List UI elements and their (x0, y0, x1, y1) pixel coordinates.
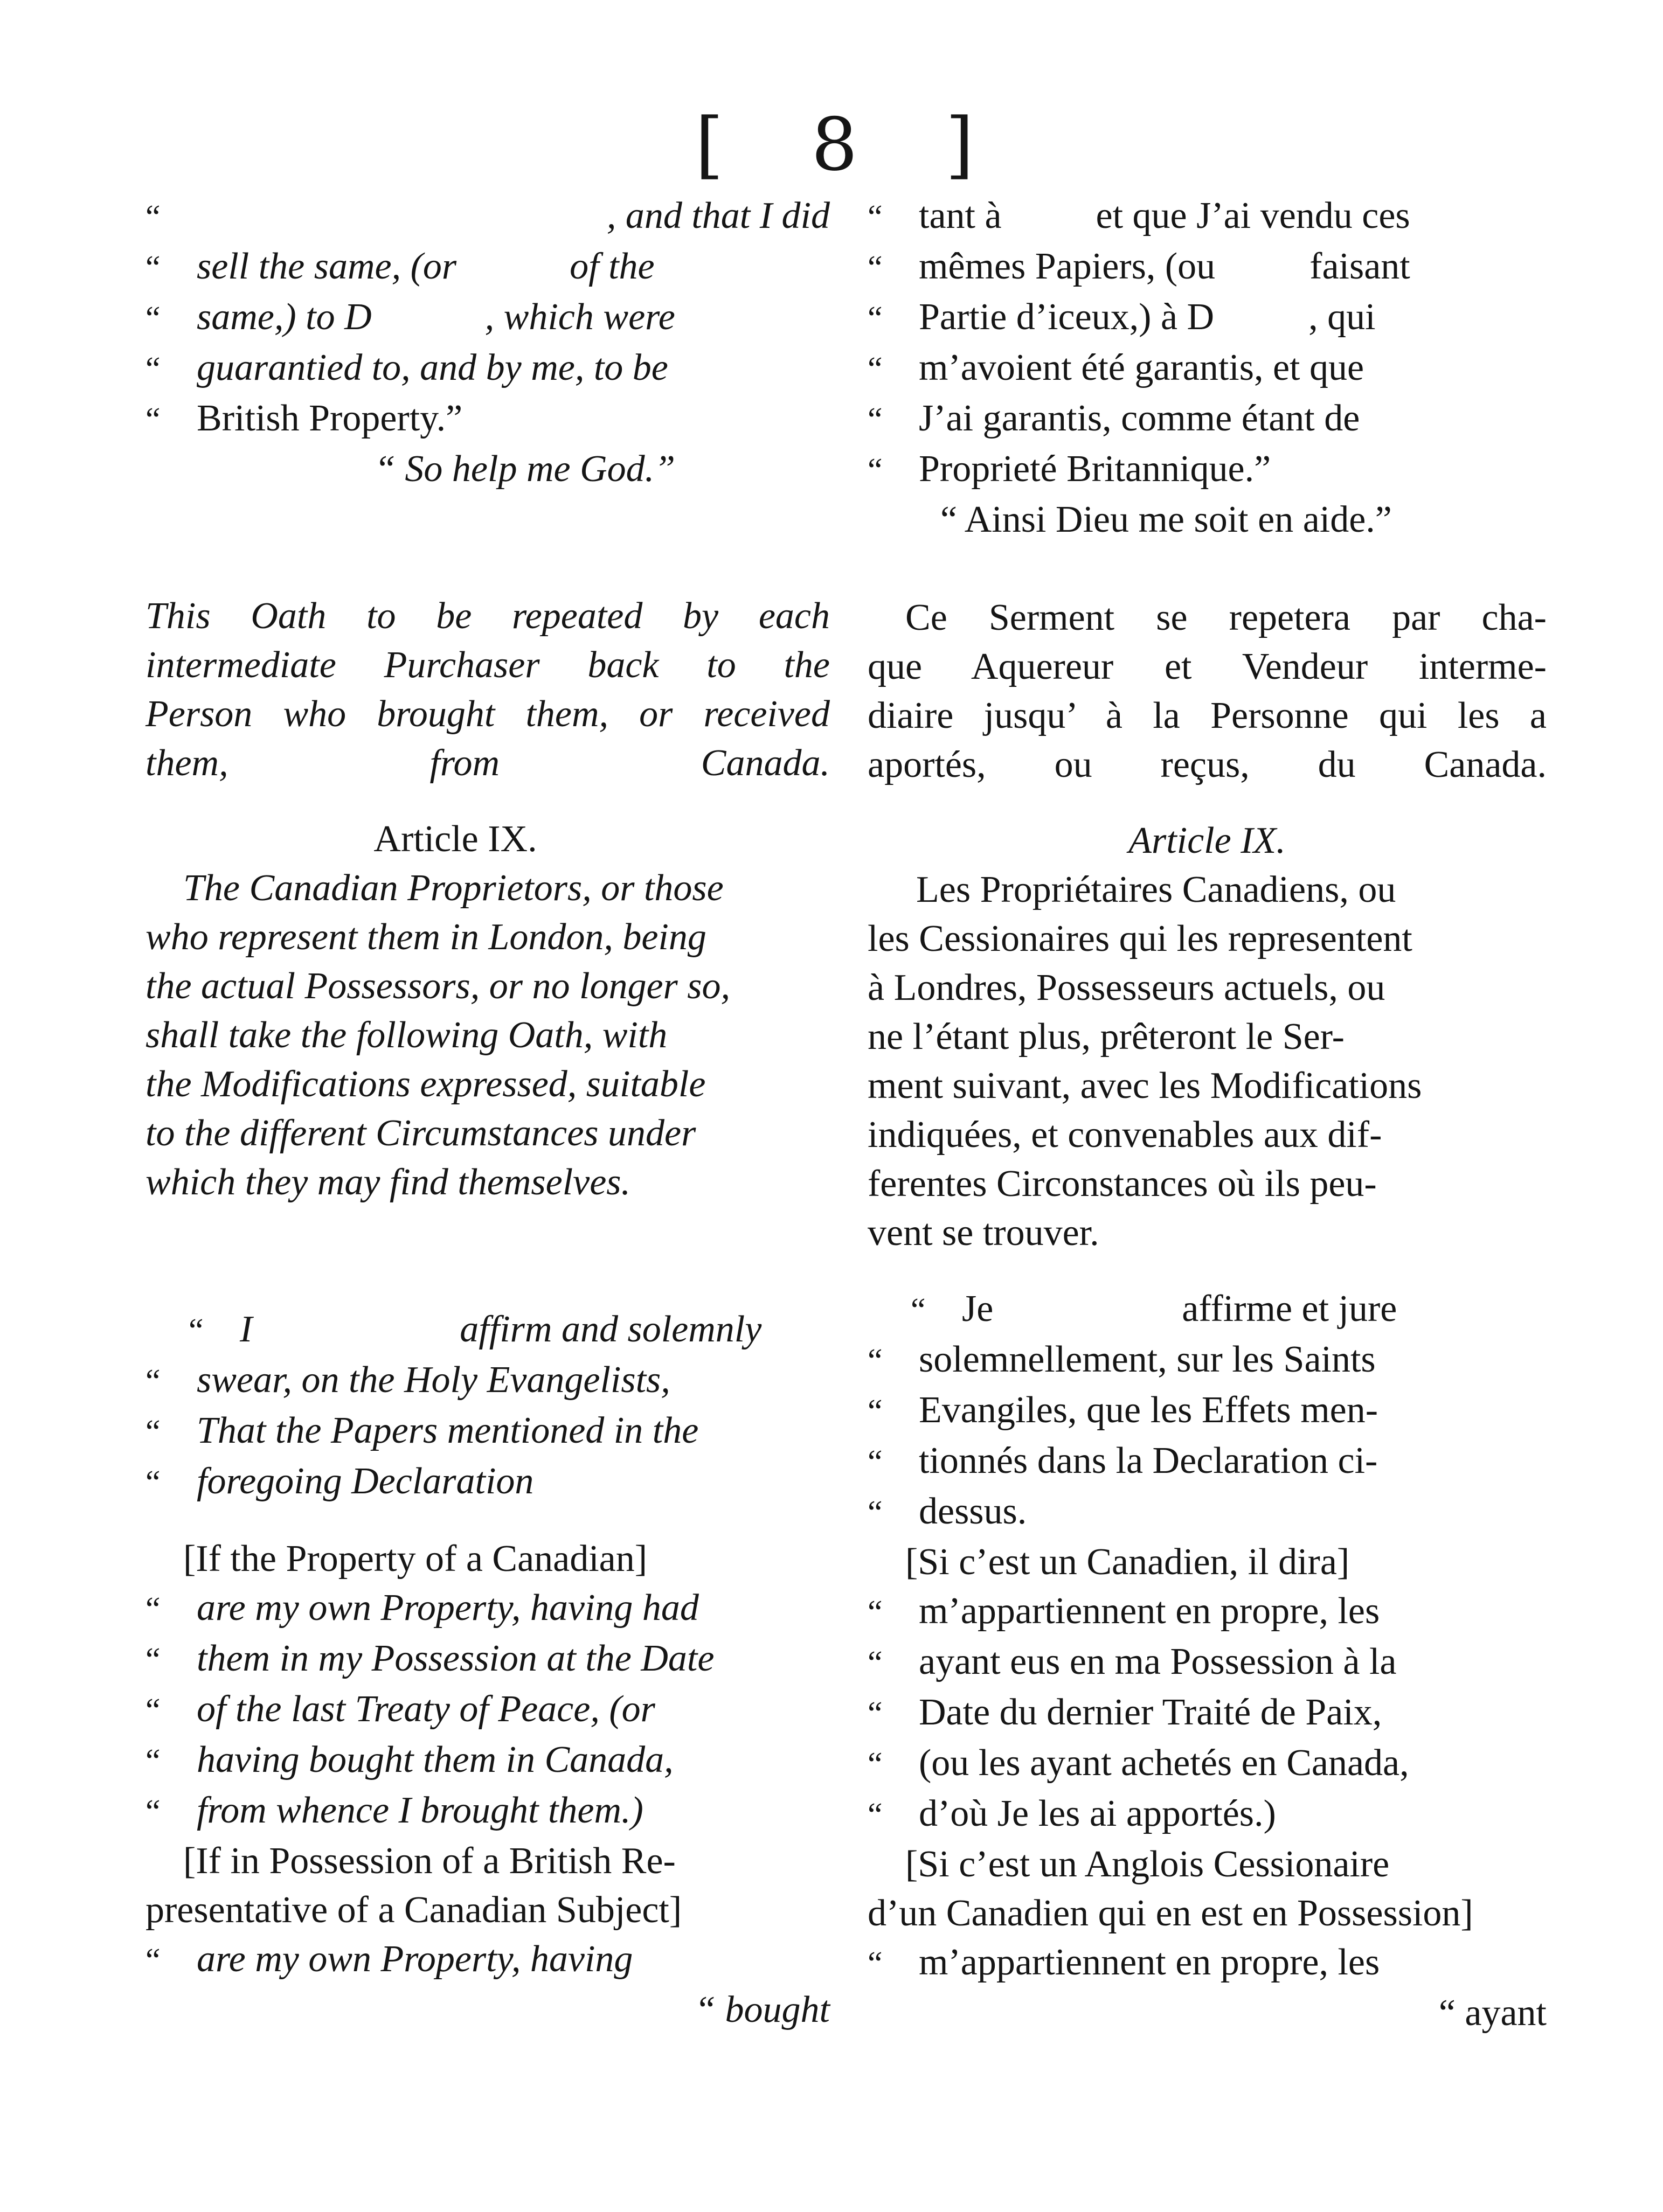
so-help-me-god: “ So help me God.” (375, 448, 676, 490)
english-canadian-text: them in my Possession at the Date (197, 1638, 715, 1679)
english-canadian-text: are my own Property, having had (197, 1587, 699, 1629)
french-canadien-text: d’où Je les ai apportés.) (919, 1793, 1276, 1834)
french-bracket-anglois-line: d’un Canadien qui en est en Possession] (868, 1893, 1473, 1934)
french-oath-je-text: dessus. (919, 1491, 1027, 1532)
english-oath-line (145, 394, 830, 444)
french-canadien-text: (ou les ayant achetés en Canada, (919, 1742, 1409, 1784)
quote-mark: “ (145, 1363, 161, 1400)
english-article-line: shall take the following Oath, with (145, 1014, 668, 1056)
english-british-clause (145, 1935, 830, 1985)
english-canadian-clause (145, 1583, 830, 1837)
english-british-line (145, 1935, 830, 1985)
quote-mark: “ (868, 351, 883, 387)
english-oath-text: , and that I did (606, 195, 830, 236)
french-oath-continuation (868, 191, 1547, 495)
english-bracket-british-line: presentative of a Canadian Subject] (145, 1889, 682, 1931)
english-oath-text: British Property.” (197, 398, 463, 439)
french-oath-line (868, 242, 1547, 293)
french-oath-text: tant à et que J’ai vendu ces (919, 195, 1410, 236)
english-british-text: are my own Property, having (197, 1938, 633, 1980)
quote-mark: “ (145, 401, 161, 438)
quote-mark: “ (868, 1746, 883, 1783)
english-canadian-line (145, 1786, 830, 1837)
quote-mark: “ (145, 1793, 161, 1830)
english-canadian-text: from whence I brought them.) (197, 1790, 643, 1831)
quote-mark: “ (868, 1444, 883, 1480)
french-article-line: à Londres, Possesseurs actuels, ou (868, 967, 1385, 1008)
english-oath-i-line (145, 1355, 830, 1406)
quote-mark: “ (868, 1342, 883, 1379)
french-catchword: “ ayant (1438, 1992, 1547, 2034)
english-instruction (145, 592, 830, 788)
quote-mark: “ (145, 1464, 161, 1501)
english-oath-i-text: foregoing Declaration (197, 1460, 534, 1502)
english-canadian-text: of the last Treaty of Peace, (or (197, 1688, 655, 1730)
english-canadian-line (145, 1735, 830, 1786)
english-article-line: The Canadian Proprietors, or those (183, 867, 724, 909)
english-article-line: which they may find themselves. (145, 1161, 631, 1203)
french-oath-text: Proprieté Britannique.” (919, 448, 1271, 490)
french-instruction-line: aportés, ou reçus, du Canada. (868, 744, 1547, 785)
quote-mark: “ (145, 1743, 161, 1779)
french-article-line: indiquées, et convenables aux dif- (868, 1114, 1382, 1156)
quote-mark: “ (868, 1797, 883, 1833)
french-canadien-text: ayant eus en ma Possession à la (919, 1641, 1397, 1682)
english-column (145, 191, 830, 2034)
english-oath-text (145, 1305, 830, 1507)
french-oath-je-text: Evangiles, que les Effets men- (919, 1389, 1378, 1431)
french-oath-line (868, 293, 1547, 343)
english-oath-text: guarantied to, and by me, to be (197, 347, 668, 388)
english-catchword: “ bought (695, 1989, 830, 2030)
english-oath-line (145, 242, 830, 293)
quote-mark: “ (868, 401, 883, 438)
english-oath-line (145, 293, 830, 343)
english-article-line: the actual Possessors, or no longer so, (145, 965, 730, 1007)
french-article-line: ferentes Circonstances où ils peu- (868, 1163, 1377, 1205)
quote-mark: “ (868, 1945, 883, 1982)
french-oath-je-text: solemnellement, sur les Saints (919, 1339, 1376, 1380)
page-number: [ 8 ] (695, 102, 1007, 187)
english-article-line: the Modifications expressed, suitable (145, 1063, 706, 1105)
french-canadien-text: Date du dernier Traité de Paix, (919, 1692, 1382, 1733)
english-oath-i-line (145, 1406, 830, 1457)
quote-mark: “ (145, 351, 161, 387)
english-canadian-line (145, 1685, 830, 1735)
french-article-line: ne l’étant plus, prêteront le Ser- (868, 1016, 1345, 1058)
french-oath-je-text: Je affirme et jure (962, 1288, 1397, 1330)
english-instruction-line: Person who brought them, or received (145, 693, 830, 735)
english-oath-i-text: I affirm and solemnly (240, 1309, 762, 1350)
french-oath-line (868, 394, 1547, 444)
quote-mark: “ (145, 1591, 161, 1627)
english-instruction-line: This Oath to be repeated by each (145, 595, 830, 637)
french-instruction-line: que Aquereur et Vendeur interme- (868, 646, 1547, 687)
english-canadian-line (145, 1634, 830, 1685)
french-instruction-line: diaire jusqu’ à la Personne qui les a (868, 695, 1547, 736)
french-oath-line (868, 444, 1547, 495)
french-article-line: ment suivant, avec les Modifications (868, 1065, 1422, 1107)
quote-mark: “ (145, 1414, 161, 1450)
english-canadian-line (145, 1583, 830, 1634)
french-article-heading: Article IX. (1128, 820, 1286, 861)
french-article-line: les Cessionaires qui les representent (868, 918, 1412, 959)
english-oath-i-text: swear, on the Holy Evangelists, (197, 1359, 670, 1401)
french-canadien-line (868, 1587, 1547, 1637)
quote-mark: “ (868, 1393, 883, 1430)
french-article-body (868, 865, 1547, 1257)
english-article-heading: Article IX. (373, 818, 537, 860)
english-oath-i-line (145, 1305, 830, 1355)
french-oath-je-line (868, 1335, 1547, 1386)
quote-mark: “ (868, 199, 883, 235)
french-oath-line (868, 191, 1547, 242)
english-article-line: to the different Circumstances under (145, 1112, 696, 1154)
english-canadian-text: having bought them in Canada, (197, 1739, 674, 1780)
english-oath-text: sell the same, (or of the (197, 246, 655, 287)
french-canadien-line (868, 1738, 1547, 1789)
quote-mark: “ (911, 1292, 926, 1328)
english-instruction-line: intermediate Purchaser back to the (145, 644, 830, 686)
quote-mark: “ (145, 1942, 161, 1979)
english-bracket-british (145, 1837, 830, 1935)
french-instruction (868, 593, 1547, 789)
french-canadien-clause (868, 1587, 1547, 1840)
english-instruction-line: them, from Canada. (145, 742, 830, 784)
french-anglois-text: m’appartiennent en propre, les (919, 1942, 1380, 1983)
quote-mark: “ (189, 1312, 204, 1349)
english-oath-i-text: That the Papers mentioned in the (197, 1410, 699, 1451)
quote-mark: “ (145, 1692, 161, 1729)
french-oath-text: mêmes Papiers, (ou faisant (919, 246, 1410, 287)
french-anglois-clause (868, 1938, 1547, 1988)
english-article-body (145, 864, 830, 1207)
english-oath-text: same,) to D , which were (197, 296, 675, 338)
french-canadien-text: m’appartiennent en propre, les (919, 1590, 1380, 1632)
quote-mark: “ (868, 1594, 883, 1631)
english-oath-i-line (145, 1457, 830, 1507)
french-oath-text (868, 1284, 1547, 1538)
french-article-line: vent se trouver. (868, 1212, 1099, 1254)
french-bracket-anglois (868, 1840, 1547, 1938)
english-bracket-canadian: [If the Property of a Canadian] (183, 1538, 648, 1580)
french-canadien-line (868, 1688, 1547, 1738)
french-anglois-line (868, 1938, 1547, 1988)
french-bracket-anglois-line: [Si c’est un Anglois Cessionaire (905, 1844, 1390, 1885)
french-ainsi-line (868, 495, 1547, 544)
quote-mark: “ (145, 199, 161, 235)
french-oath-text: Partie d’iceux,) à D , qui (919, 296, 1376, 338)
english-article-line: who represent them in London, being (145, 916, 706, 958)
quote-mark: “ (868, 1494, 883, 1531)
quote-mark: “ (868, 1695, 883, 1732)
french-canadien-line (868, 1789, 1547, 1840)
quote-mark: “ (868, 300, 883, 337)
quote-mark: “ (145, 249, 161, 286)
french-oath-je-line (868, 1284, 1547, 1335)
french-oath-text: J’ai garantis, comme étant de (919, 398, 1360, 439)
quote-mark: “ (868, 249, 883, 286)
quote-mark: “ (145, 300, 161, 337)
quote-mark: “ (868, 452, 883, 489)
french-oath-je-text: tionnés dans la Declaration ci- (919, 1440, 1378, 1481)
english-bracket-british-line: [If in Possession of a British Re- (183, 1840, 676, 1882)
english-oath-line (145, 343, 830, 394)
french-oath-je-line (868, 1487, 1547, 1538)
french-oath-text: m’avoient été garantis, et que (919, 347, 1364, 388)
french-article-line: Les Propriétaires Canadiens, ou (916, 869, 1396, 910)
french-oath-line (868, 343, 1547, 394)
french-oath-je-line (868, 1436, 1547, 1487)
french-canadien-line (868, 1637, 1547, 1688)
ainsi-dieu: “ Ainsi Dieu me soit en aide.” (940, 499, 1392, 540)
english-oath-line (145, 191, 830, 242)
french-column (868, 191, 1547, 2037)
quote-mark: “ (868, 1645, 883, 1681)
french-instruction-line: Ce Serment se repetera par cha- (905, 597, 1547, 638)
english-so-help-line (145, 444, 830, 493)
french-bracket-canadien: [Si c’est un Canadien, il dira] (905, 1541, 1350, 1583)
french-oath-je-line (868, 1386, 1547, 1436)
quote-mark: “ (145, 1641, 161, 1678)
english-oath-continuation (145, 191, 830, 444)
